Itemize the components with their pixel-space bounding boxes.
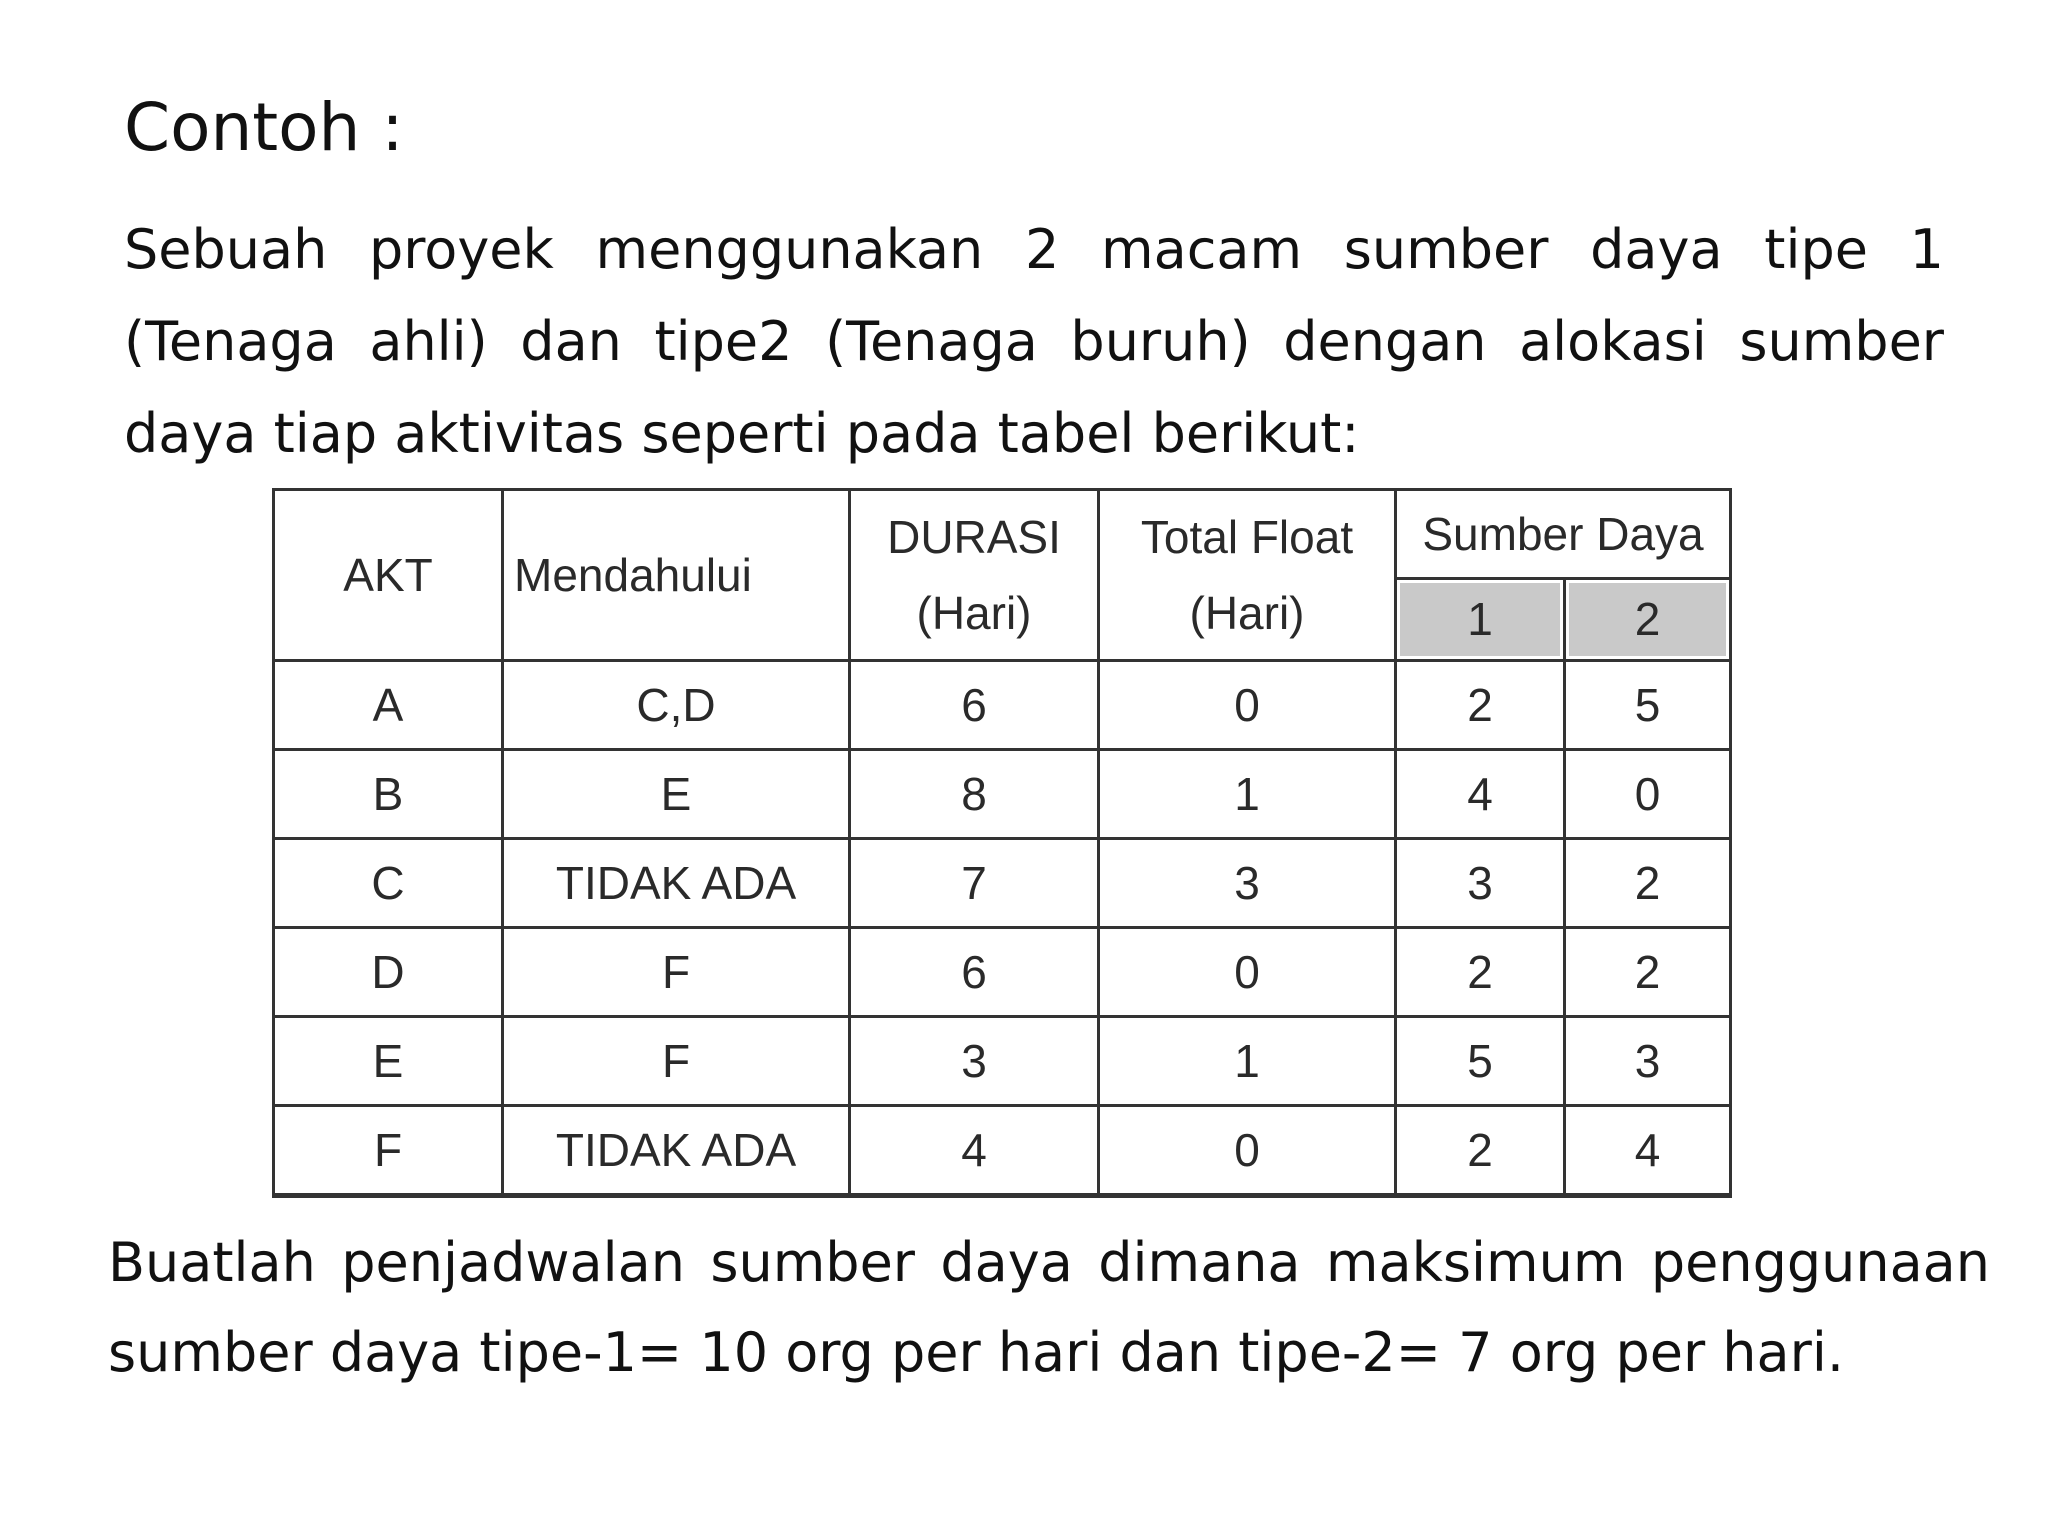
cell-total-float: 0 (1099, 1106, 1396, 1196)
cell-mendahului: F (503, 928, 850, 1017)
cell-sumber-daya-1: 2 (1396, 1106, 1565, 1196)
intro-paragraph: Sebuah proyek menggunakan 2 macam sumber daya tipe 1 (Tenaga ahli) dan tipe2 (Tenaga buruh) dengan alokasi sumber daya tiap aktivitas seperti pada tabel berikut: (124, 218, 1944, 465)
cell-mendahului: E (503, 750, 850, 839)
table-row (274, 839, 1731, 928)
cell-sumber-daya-1: 3 (1396, 839, 1565, 928)
resource-table-container (272, 488, 1732, 1198)
header-total-float-label: Total Float (1140, 511, 1354, 563)
cell-mendahului: TIDAK ADA (503, 839, 850, 928)
header-akt: AKT (274, 490, 503, 661)
cell-mendahului: C,D (503, 661, 850, 750)
cell-total-float: 1 (1099, 750, 1396, 839)
cell-sumber-daya-1: 5 (1396, 1017, 1565, 1106)
table-row (274, 1106, 1731, 1196)
cell-sumber-daya-1: 2 (1396, 661, 1565, 750)
cell-durasi: 3 (850, 1017, 1099, 1106)
cell-sumber-daya-2: 2 (1565, 928, 1731, 1017)
cell-akt: A (274, 661, 503, 750)
header-mendahului: Mendahului (503, 490, 850, 661)
cell-akt: E (274, 1017, 503, 1106)
slide-title: Contoh : (124, 89, 404, 166)
header-sumber-daya: Sumber Daya (1396, 490, 1731, 579)
cell-sumber-daya-2: 2 (1565, 839, 1731, 928)
header-sumber-daya-1: 1 (1396, 578, 1565, 660)
cell-sumber-daya-2: 4 (1565, 1106, 1731, 1196)
cell-sumber-daya-2: 0 (1565, 750, 1731, 839)
header-durasi-label: DURASI (887, 511, 1061, 563)
header-total-float-unit: (Hari) (1189, 587, 1305, 639)
table-row (274, 750, 1731, 839)
cell-sumber-daya-1: 4 (1396, 750, 1565, 839)
cell-sumber-daya-2: 3 (1565, 1017, 1731, 1106)
resource-table (272, 488, 1732, 1198)
cell-durasi: 8 (850, 750, 1099, 839)
cell-durasi: 7 (850, 839, 1099, 928)
cell-total-float: 0 (1099, 928, 1396, 1017)
cell-durasi: 6 (850, 928, 1099, 1017)
table-row (274, 661, 1731, 750)
table-row (274, 1017, 1731, 1106)
cell-total-float: 0 (1099, 661, 1396, 750)
cell-akt: C (274, 839, 503, 928)
cell-mendahului: F (503, 1017, 850, 1106)
cell-akt: D (274, 928, 503, 1017)
header-sumber-daya-2: 2 (1565, 578, 1731, 660)
cell-mendahului: TIDAK ADA (503, 1106, 850, 1196)
cell-akt: B (274, 750, 503, 839)
cell-total-float: 1 (1099, 1017, 1396, 1106)
cell-sumber-daya-1: 2 (1396, 928, 1565, 1017)
cell-durasi: 6 (850, 661, 1099, 750)
cell-sumber-daya-2: 5 (1565, 661, 1731, 750)
cell-total-float: 3 (1099, 839, 1396, 928)
cell-durasi: 4 (850, 1106, 1099, 1196)
table-row (274, 928, 1731, 1017)
header-total-float (1099, 490, 1396, 661)
task-paragraph: Buatlah penjadwalan sumber daya dimana maksimum penggunaan sumber daya tipe-1= 10 org per hari dan tipe-2= 7 org per hari. (108, 1231, 1990, 1384)
header-durasi (850, 490, 1099, 661)
cell-akt: F (274, 1106, 503, 1196)
header-durasi-unit: (Hari) (916, 587, 1032, 639)
